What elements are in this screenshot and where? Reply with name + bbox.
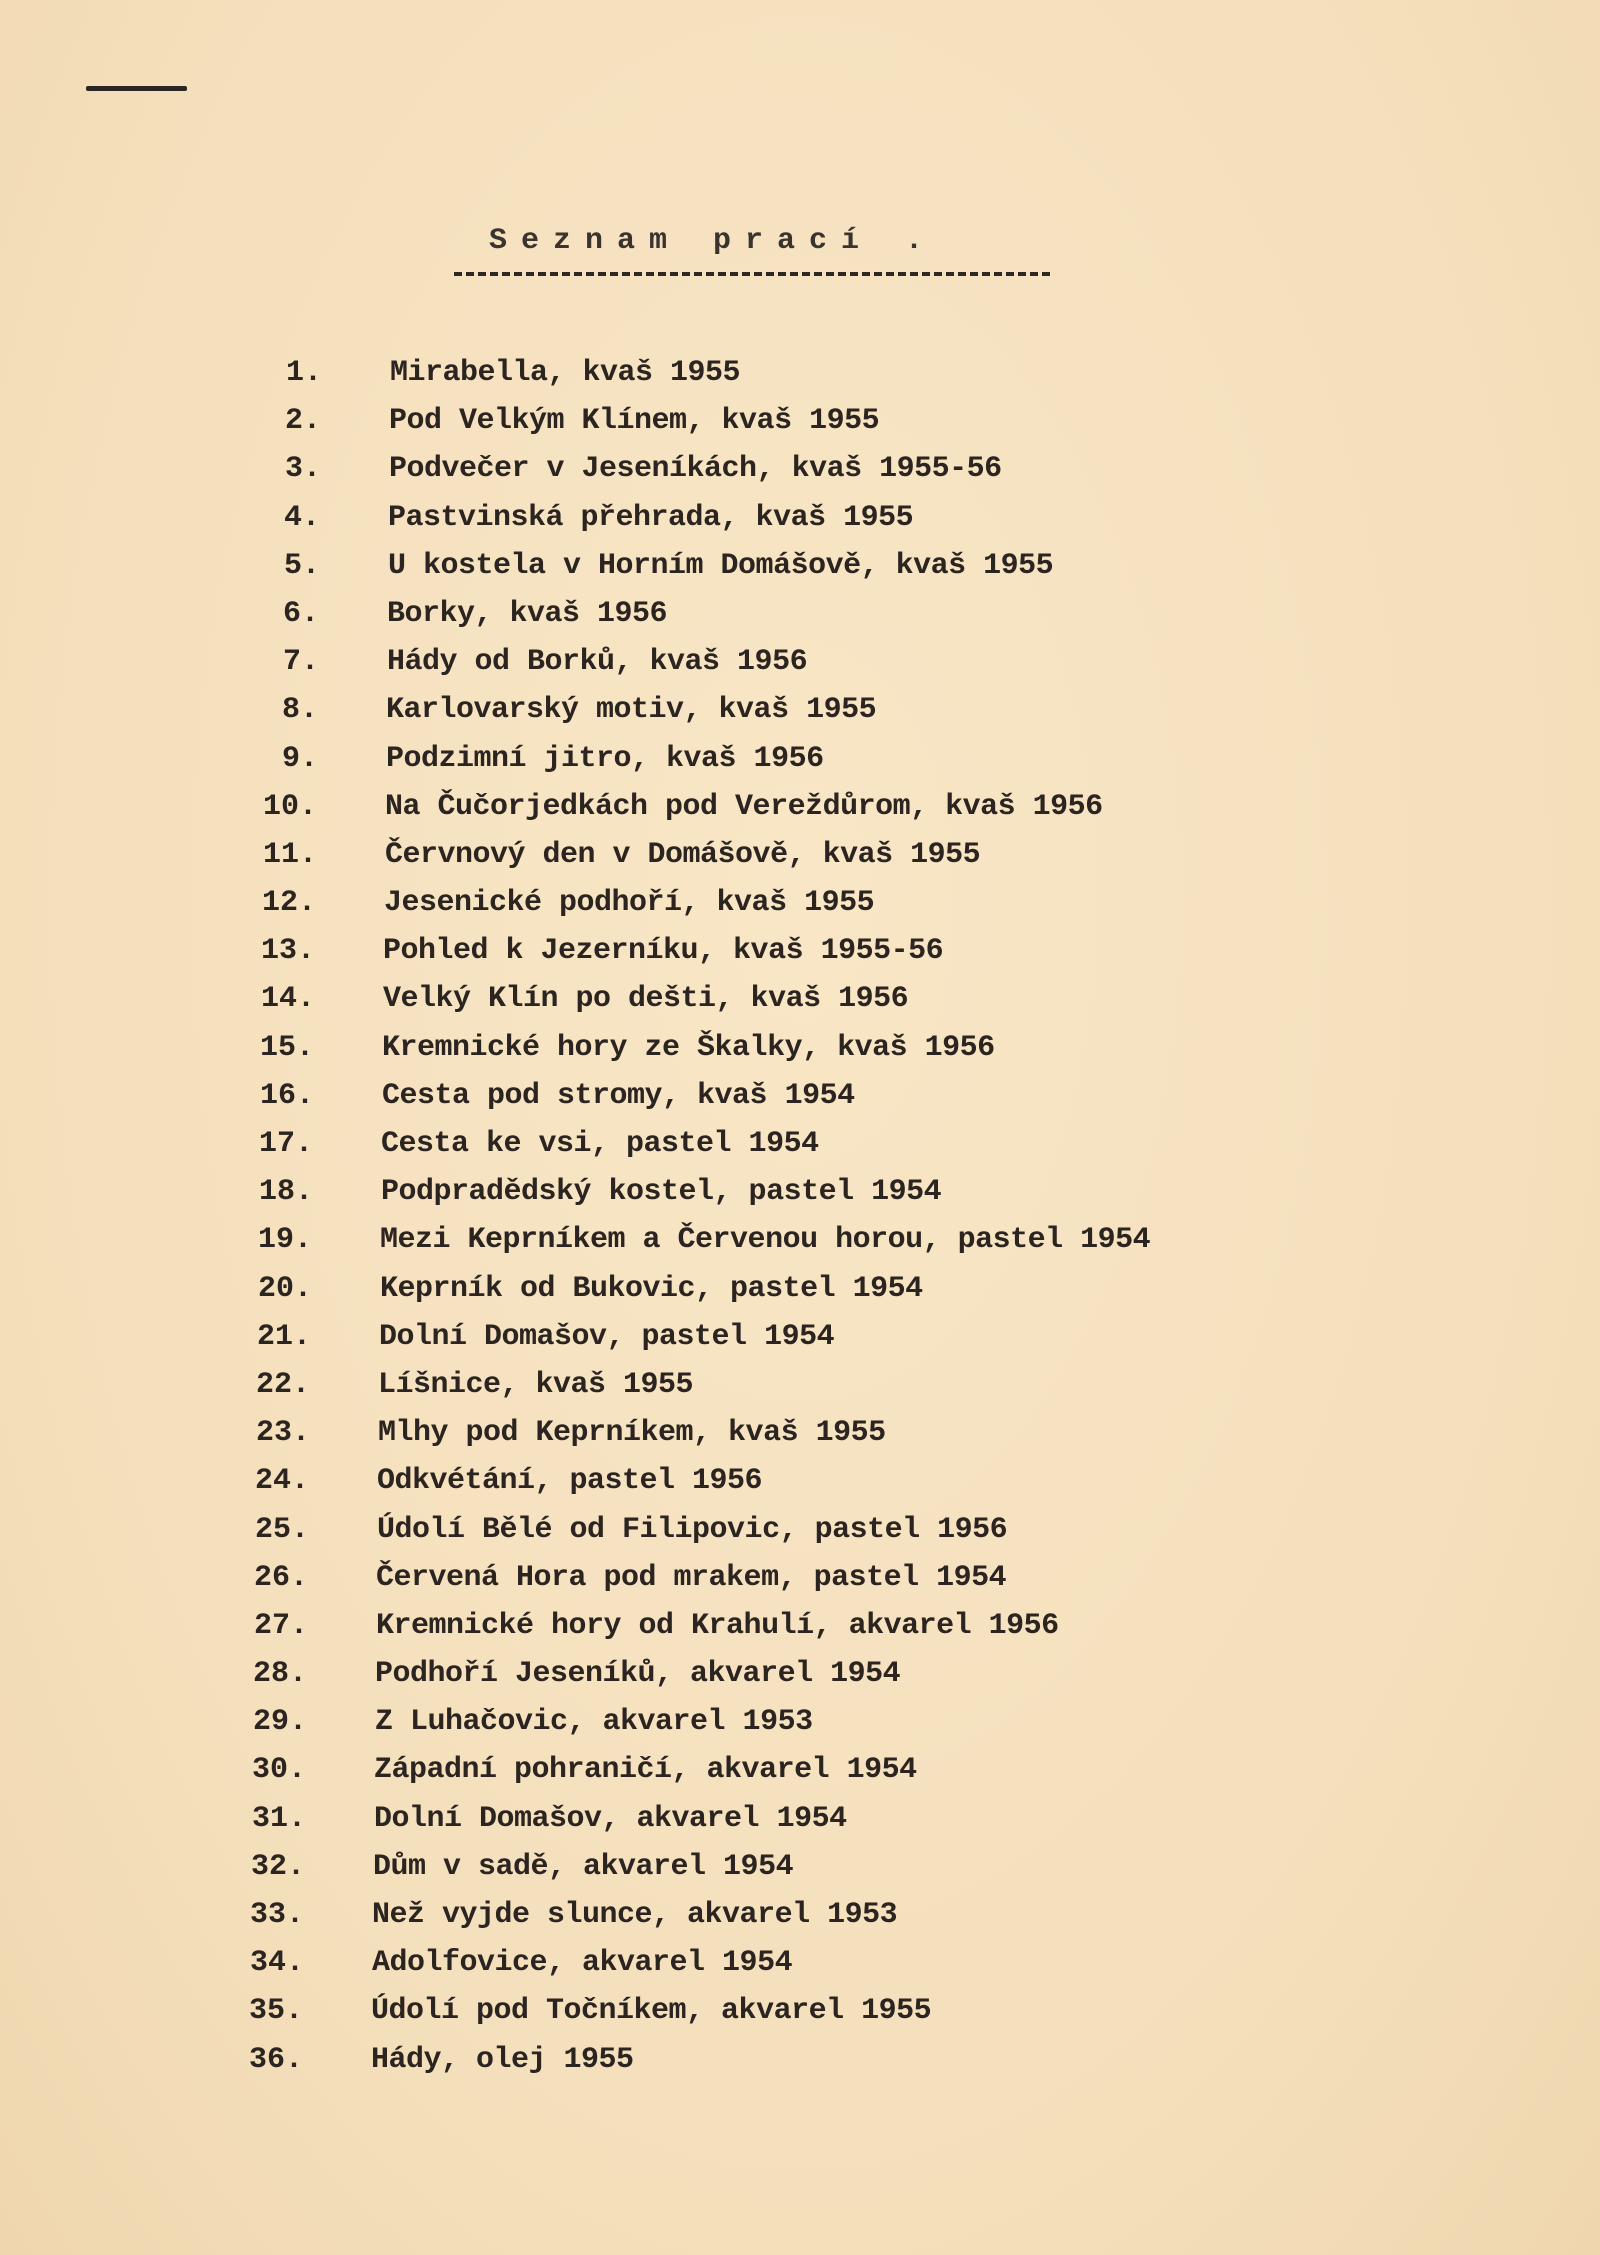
item-text: Hády, olej 1955 <box>371 2042 634 2077</box>
item-text: Mlhy pod Keprníkem, kvaš 1955 <box>378 1416 886 1451</box>
list-item <box>0 838 1600 886</box>
item-number: 23. <box>255 1416 310 1451</box>
list-item <box>0 1657 1600 1705</box>
item-text: U kostela v Horním Domášově, kvaš 1955 <box>388 548 1054 583</box>
item-number: 5. <box>283 548 320 583</box>
item-text: Líšnice, kvaš 1955 <box>378 1367 694 1402</box>
margin-dash <box>86 86 187 91</box>
item-text: Odkvétání, pastel 1956 <box>377 1464 763 1499</box>
item-number: 25. <box>254 1512 309 1547</box>
item-text: Podhoří Jeseníků, akvarel 1954 <box>375 1657 901 1692</box>
item-number: 18. <box>258 1175 313 1210</box>
list-item <box>0 1031 1600 1079</box>
item-number: 8. <box>281 693 318 728</box>
item-text: Karlovarský motiv, kvaš 1955 <box>386 693 877 728</box>
list-item <box>0 356 1600 404</box>
item-number: 15. <box>259 1030 314 1065</box>
item-text: Dolní Domašov, pastel 1954 <box>379 1319 835 1354</box>
works-list <box>0 356 1600 2091</box>
list-item <box>0 1320 1600 1368</box>
list-item <box>0 1898 1600 1946</box>
item-text: Pod Velkým Klínem, kvaš 1955 <box>389 404 880 439</box>
item-text: Údolí Bělé od Filipovic, pastel 1956 <box>377 1512 1008 1547</box>
list-item <box>0 982 1600 1030</box>
list-item <box>0 1850 1600 1898</box>
list-item <box>0 1368 1600 1416</box>
list-item <box>0 1175 1600 1223</box>
item-number: 10. <box>262 789 317 824</box>
list-item <box>0 1272 1600 1320</box>
list-item <box>0 1416 1600 1464</box>
list-item <box>0 404 1600 452</box>
list-item <box>0 1753 1600 1801</box>
item-text: Cesta pod stromy, kvaš 1954 <box>382 1078 855 1113</box>
item-number: 26. <box>253 1560 308 1595</box>
item-text: Pastvinská přehrada, kvaš 1955 <box>388 500 914 535</box>
list-item <box>0 597 1600 645</box>
list-item <box>0 1079 1600 1127</box>
list-item <box>0 790 1600 838</box>
item-number: 36. <box>248 2042 303 2077</box>
item-text: Dům v sadě, akvarel 1954 <box>373 1849 794 1884</box>
list-item <box>0 2043 1600 2091</box>
item-text: Dolní Domašov, akvarel 1954 <box>374 1801 847 1836</box>
list-item <box>0 501 1600 549</box>
item-text: Jesenické podhoří, kvaš 1955 <box>384 886 875 921</box>
item-text: Podpradědský kostel, pastel 1954 <box>381 1175 942 1210</box>
item-number: 4. <box>283 500 320 535</box>
item-number: 22. <box>255 1367 310 1402</box>
item-number: 21. <box>256 1319 311 1354</box>
item-number: 17. <box>258 1127 313 1161</box>
item-text: Západní pohraničí, akvarel 1954 <box>374 1753 917 1788</box>
list-item <box>0 452 1600 500</box>
item-number: 7. <box>282 645 319 680</box>
list-item <box>0 886 1600 934</box>
item-number: 24. <box>254 1464 309 1499</box>
item-number: 33. <box>249 1898 304 1932</box>
item-text: Pohled k Jezerníku, kvaš 1955-56 <box>383 934 944 969</box>
list-item <box>0 1464 1600 1512</box>
item-number: 13. <box>260 934 315 969</box>
item-number: 2. <box>284 404 321 439</box>
list-item <box>0 1223 1600 1271</box>
item-text: Kremnické hory ze Škalky, kvaš 1956 <box>382 1030 995 1065</box>
item-text: Kremnické hory od Krahulí, akvarel 1956 <box>376 1608 1059 1643</box>
item-number: 16. <box>259 1078 314 1113</box>
item-text: Mezi Keprníkem a Červenou horou, pastel 1954 <box>380 1223 1151 1258</box>
item-text: Borky, kvaš 1956 <box>387 596 668 631</box>
item-number: 28. <box>252 1657 307 1692</box>
item-text: Červená Hora pod mrakem, pastel 1954 <box>376 1560 1007 1595</box>
item-text: Podvečer v Jeseníkách, kvaš 1955-56 <box>389 452 1002 487</box>
list-item <box>0 549 1600 597</box>
list-item <box>0 1609 1600 1657</box>
item-text: Podzimní jitro, kvaš 1956 <box>386 741 824 776</box>
item-text: Keprník od Bukovic, pastel 1954 <box>380 1271 923 1306</box>
list-item <box>0 1127 1600 1175</box>
item-number: 12. <box>261 886 316 921</box>
item-text: Údolí pod Točníkem, akvarel 1955 <box>371 1994 932 2029</box>
item-number: 32. <box>250 1849 305 1884</box>
list-item <box>0 693 1600 741</box>
item-number: 29. <box>252 1705 307 1740</box>
list-item <box>0 1946 1600 1994</box>
item-number: 11. <box>262 837 317 872</box>
item-text: Červnový den v Domášově, kvaš 1955 <box>385 837 981 872</box>
item-text: Z Luhačovic, akvarel 1953 <box>375 1705 813 1740</box>
item-number: 20. <box>257 1271 312 1306</box>
list-item <box>0 742 1600 790</box>
item-number: 34. <box>249 1946 304 1981</box>
list-item <box>0 1561 1600 1609</box>
list-item <box>0 1513 1600 1561</box>
document-title: Seznam prací . <box>489 224 938 258</box>
item-text: Cesta ke vsi, pastel 1954 <box>381 1127 819 1161</box>
item-text: Na Čučorjedkách pod Vereždůrom, kvaš 1956 <box>385 789 1103 824</box>
title-underline <box>454 272 1050 276</box>
item-text: Mirabella, kvaš 1955 <box>390 356 741 390</box>
item-number: 6. <box>282 596 319 631</box>
item-text: Než vyjde slunce, akvarel 1953 <box>372 1898 898 1932</box>
list-item <box>0 934 1600 982</box>
item-text: Velký Klín po dešti, kvaš 1956 <box>383 982 909 1017</box>
item-number: 14. <box>260 982 315 1017</box>
list-item <box>0 645 1600 693</box>
item-number: 19. <box>257 1223 312 1258</box>
item-number: 30. <box>251 1753 306 1788</box>
item-number: 1. <box>285 356 322 390</box>
item-number: 3. <box>284 452 321 487</box>
item-number: 27. <box>253 1608 308 1643</box>
list-item <box>0 1802 1600 1850</box>
list-item <box>0 1705 1600 1753</box>
item-number: 35. <box>248 1994 303 2029</box>
item-number: 31. <box>251 1801 306 1836</box>
list-item <box>0 1994 1600 2042</box>
item-number: 9. <box>281 741 318 776</box>
item-text: Hády od Borků, kvaš 1956 <box>387 645 808 680</box>
item-text: Adolfovice, akvarel 1954 <box>372 1946 793 1981</box>
